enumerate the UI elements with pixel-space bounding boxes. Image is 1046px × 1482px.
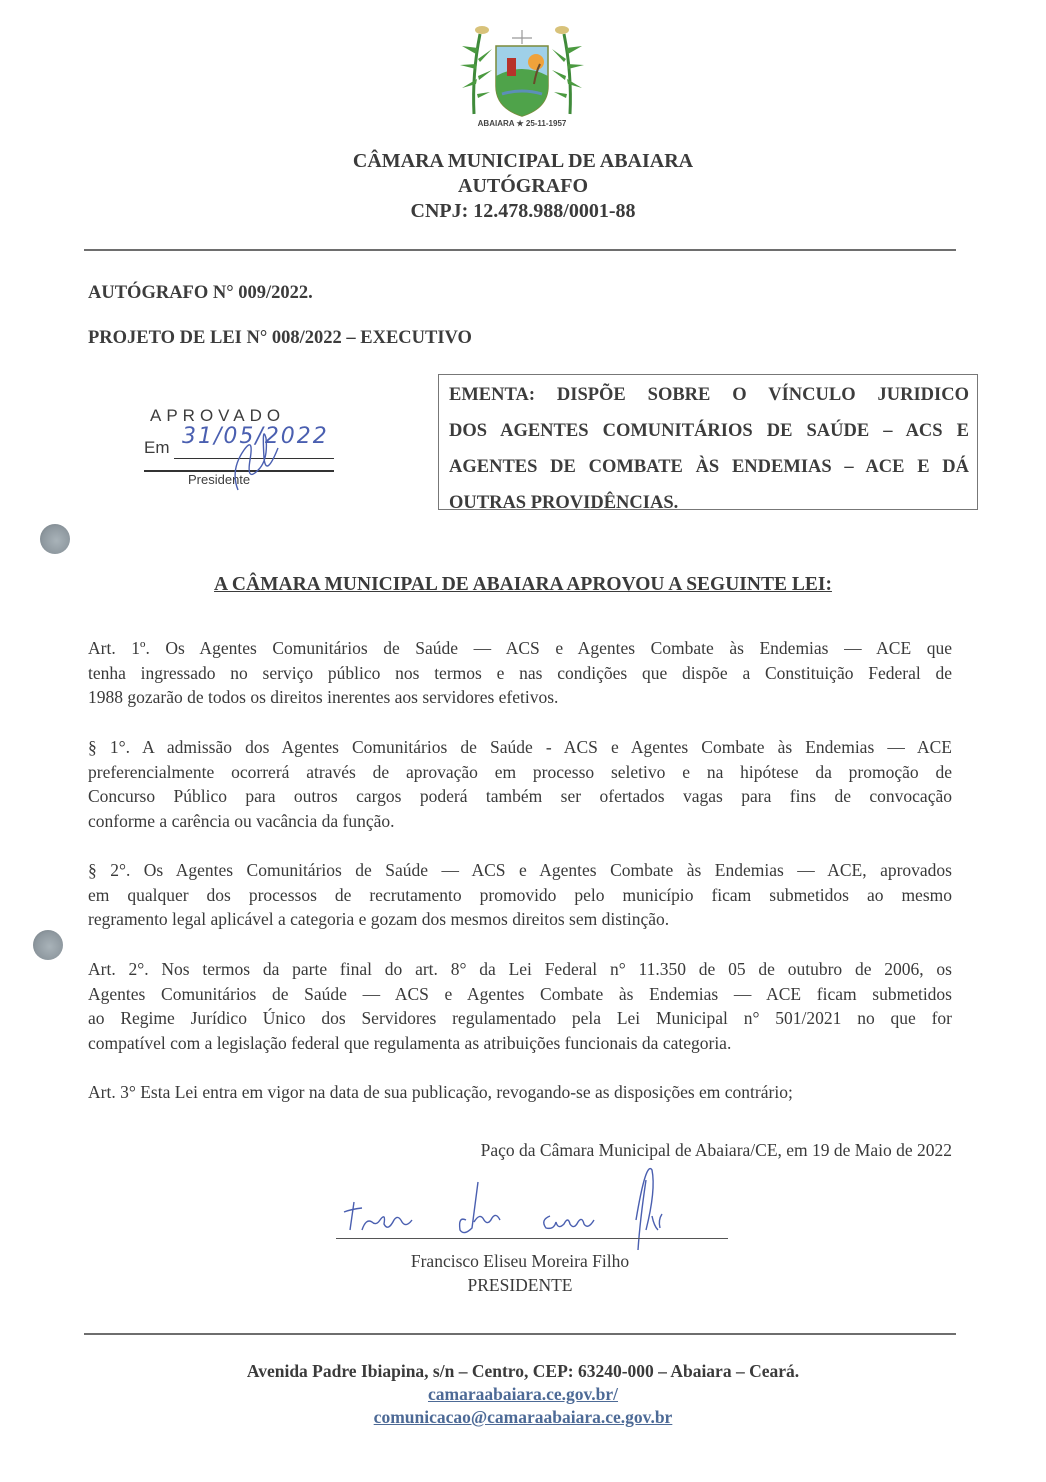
cnpj: CNPJ: 12.478.988/0001-88 (410, 200, 636, 222)
text-line: Art. 2°. Nos termos da parte final do art. 8° da Lei Federal n° 11.350 de 05 de outubro de 2006, os (88, 959, 952, 979)
stamp-date-handwritten: 31/05/2022 (182, 424, 329, 449)
article-1 (88, 636, 952, 710)
text-line: tenha ingressado no serviço público nos termos e nas condições que dispõe a Constituição Federal de (88, 662, 952, 683)
signatory-role: PRESIDENTE (467, 1275, 573, 1295)
law-heading: A CÂMARA MUNICIPAL DE ABAIARA APROVOU A SEGUINTE LEI: (214, 574, 832, 595)
paragraph-1 (88, 735, 952, 833)
signatory-name: Francisco Eliseu Moreira Filho (410, 1251, 630, 1271)
footer (0, 1360, 1046, 1429)
paragraph-2 (88, 858, 952, 932)
article-2 (88, 957, 952, 1055)
punch-hole (40, 524, 70, 554)
ementa-box (438, 374, 978, 513)
signature-line (336, 1238, 728, 1239)
text-line: Art. 1º. Os Agentes Comunitários de Saúde — ACS e Agentes Combate às Endemias — ACE que (88, 638, 952, 658)
stamp-title: APROVADO (150, 406, 286, 425)
projeto-de-lei: PROJETO DE LEI N° 008/2022 – EXECUTIVO (88, 328, 472, 348)
website-link[interactable]: camaraabaiara.ce.gov.br/ (427, 1384, 619, 1404)
text-line: § 2°. Os Agentes Comunitários de Saúde — ACS e Agentes Combate às Endemias — ACE, aprovados (88, 860, 952, 880)
footer-divider (84, 1333, 956, 1335)
org-name: CÂMARA MUNICIPAL DE ABAIARA (352, 150, 694, 172)
stamp-role: Presidente (188, 472, 251, 487)
place-date: Paço da Câmara Municipal de Abaiara/CE, em 19 de Maio de 2022 (480, 1140, 952, 1160)
ementa-line: AGENTES DE COMBATE ÀS ENDEMIAS – ACE E DÁ (449, 457, 969, 477)
ementa-line: DOS AGENTES COMUNITÁRIOS DE SAÚDE – ACS E (449, 421, 969, 441)
article-3 (88, 1080, 952, 1105)
text-line: em qualquer dos processos de recrutamento promovido pelo município ficam submetidos ao mesmo (88, 884, 952, 905)
president-signature (336, 1160, 756, 1260)
footer-address: Avenida Padre Ibiapina, s/n – Centro, CEP: 63240-000 – Abaiara – Ceará. (246, 1361, 800, 1381)
autografo-number: AUTÓGRAFO N° 009/2022. (88, 283, 313, 303)
ementa-line: OUTRAS PROVIDÊNCIAS. (449, 493, 679, 513)
municipal-crest-icon (452, 14, 592, 132)
approval-stamp (138, 400, 348, 510)
text-line: 1988 gozarão de todos os direitos inerentes aos servidores efetivos. (88, 687, 559, 707)
punch-hole (33, 930, 63, 960)
text-line: Concurso Público para outros cargos poderá também ser ofertados vagas para fins de convocação (88, 786, 952, 806)
signatory-block (0, 1251, 1040, 1272)
text-line: ao Regime Jurídico Único dos Servidores regulamentado pela Lei Municipal n° 501/2021 no que for (88, 1008, 952, 1028)
text-line: preferencialmente ocorrerá através de aprovação em processo seletivo e na hipótese da promoção de (88, 761, 952, 782)
text-line: compatível com a legislação federal que regulamenta as atribuições funcionais da categoria. (88, 1032, 732, 1053)
text-line: Art. 3° Esta Lei entra em vigor na data de sua publicação, revogando-se as disposições em contrário; (88, 1082, 793, 1102)
email-link[interactable]: comunicacao@camaraabaiara.ce.gov.br (373, 1407, 673, 1427)
ementa-line: EMENTA: DISPÕE SOBRE O VÍNCULO JURIDICO (449, 385, 969, 405)
header-divider (84, 249, 956, 251)
crest-motto: ABAIARA ★ 25-11-1957 (477, 119, 567, 128)
doc-type: AUTÓGRAFO (458, 175, 588, 197)
text-line: regramento legal aplicável a categoria e gozam dos mesmos direitos sem distinção. (88, 909, 670, 929)
stamp-prefix: Em (144, 438, 170, 457)
text-line: conforme a carência ou vacância da função. (88, 810, 395, 831)
text-line: Agentes Comunitários de Saúde — ACS e Agentes Combate às Endemias — ACE ficam submetidos (88, 983, 952, 1004)
text-line: § 1°. A admissão dos Agentes Comunitários de Saúde - ACS e Agentes Combate às Endemias — ACE (88, 737, 952, 757)
stamp-signature-scribble (218, 420, 288, 500)
